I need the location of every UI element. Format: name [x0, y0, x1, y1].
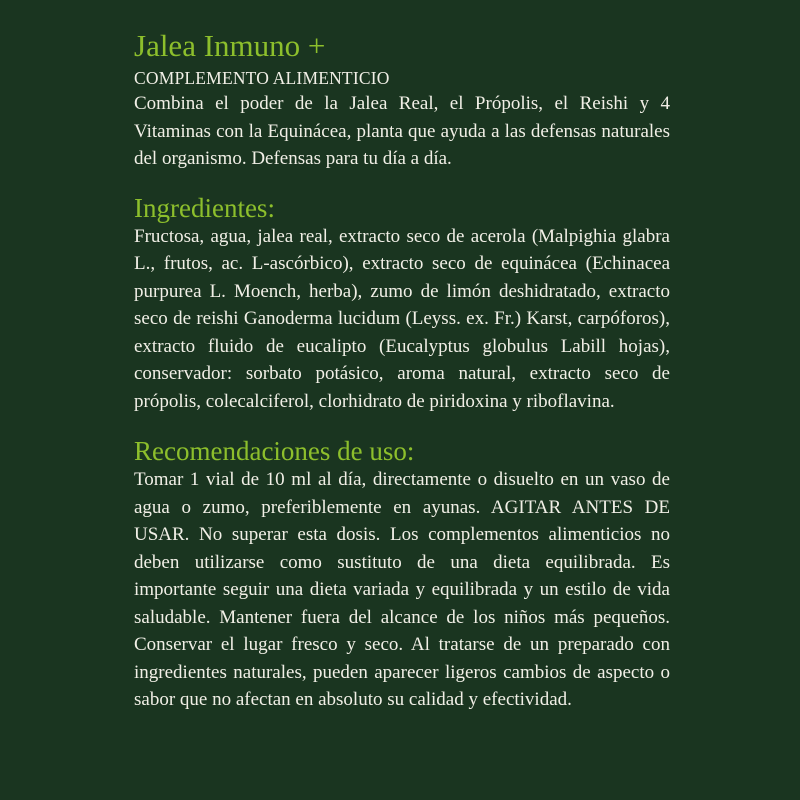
ingredients-heading: Ingredientes:: [134, 192, 275, 223]
product-subtitle: COMPLEMENTO ALIMENTICIO: [134, 68, 390, 88]
usage-text: Tomar 1 vial de 10 ml al día, directamente o disuelto en un vaso de agua o zumo, preferiblemente en ayunas. AGITAR ANTES DE USAR. No superar esta dosis. Los complementos alimenticios no deben utilizarse como sustituto de una dieta equilibrada. Es importante seguir una dieta variada y equilibrada y un estilo de vida saludable. Mantener fuera del alcance de los niños más pequeños. Conservar el lugar fresco y seco. Al tratarse de un preparado con ingredientes naturales, pueden aparecer ligeros cambios de aspecto o sabor que no afectan en absoluto su calidad y efectividad.: [134, 469, 670, 710]
ingredients-section: [134, 193, 670, 416]
usage-section: [134, 436, 670, 714]
ingredients-text: Fructosa, agua, jalea real, extracto seco de acerola (Malpighia glabra L., frutos, ac. L-ascórbico), extracto seco de equinácea (Echinacea purpurea L. Moench, herba), zumo de limón deshidratado, extracto seco de reishi Ganoderma lucidum (Leyss. ex. Fr.) Karst, carpóforos), extracto fluido de eucalipto (Eucalyptus globulus Labill hojas), conservador: sorbato potásico, aroma natural, extracto seco de própolis, colecalciferol, clorhidrato de piridoxina y riboflavina.: [134, 225, 670, 412]
product-title: Jalea Inmuno +: [134, 28, 326, 63]
product-description: Combina el poder de la Jalea Real, el Própolis, el Reishi y 4 Vitaminas con la Equinácea, planta que ayuda a las defensas naturales del organismo. Defensas para tu día a día.: [134, 93, 670, 169]
usage-heading: Recomendaciones de uso:: [134, 436, 415, 466]
